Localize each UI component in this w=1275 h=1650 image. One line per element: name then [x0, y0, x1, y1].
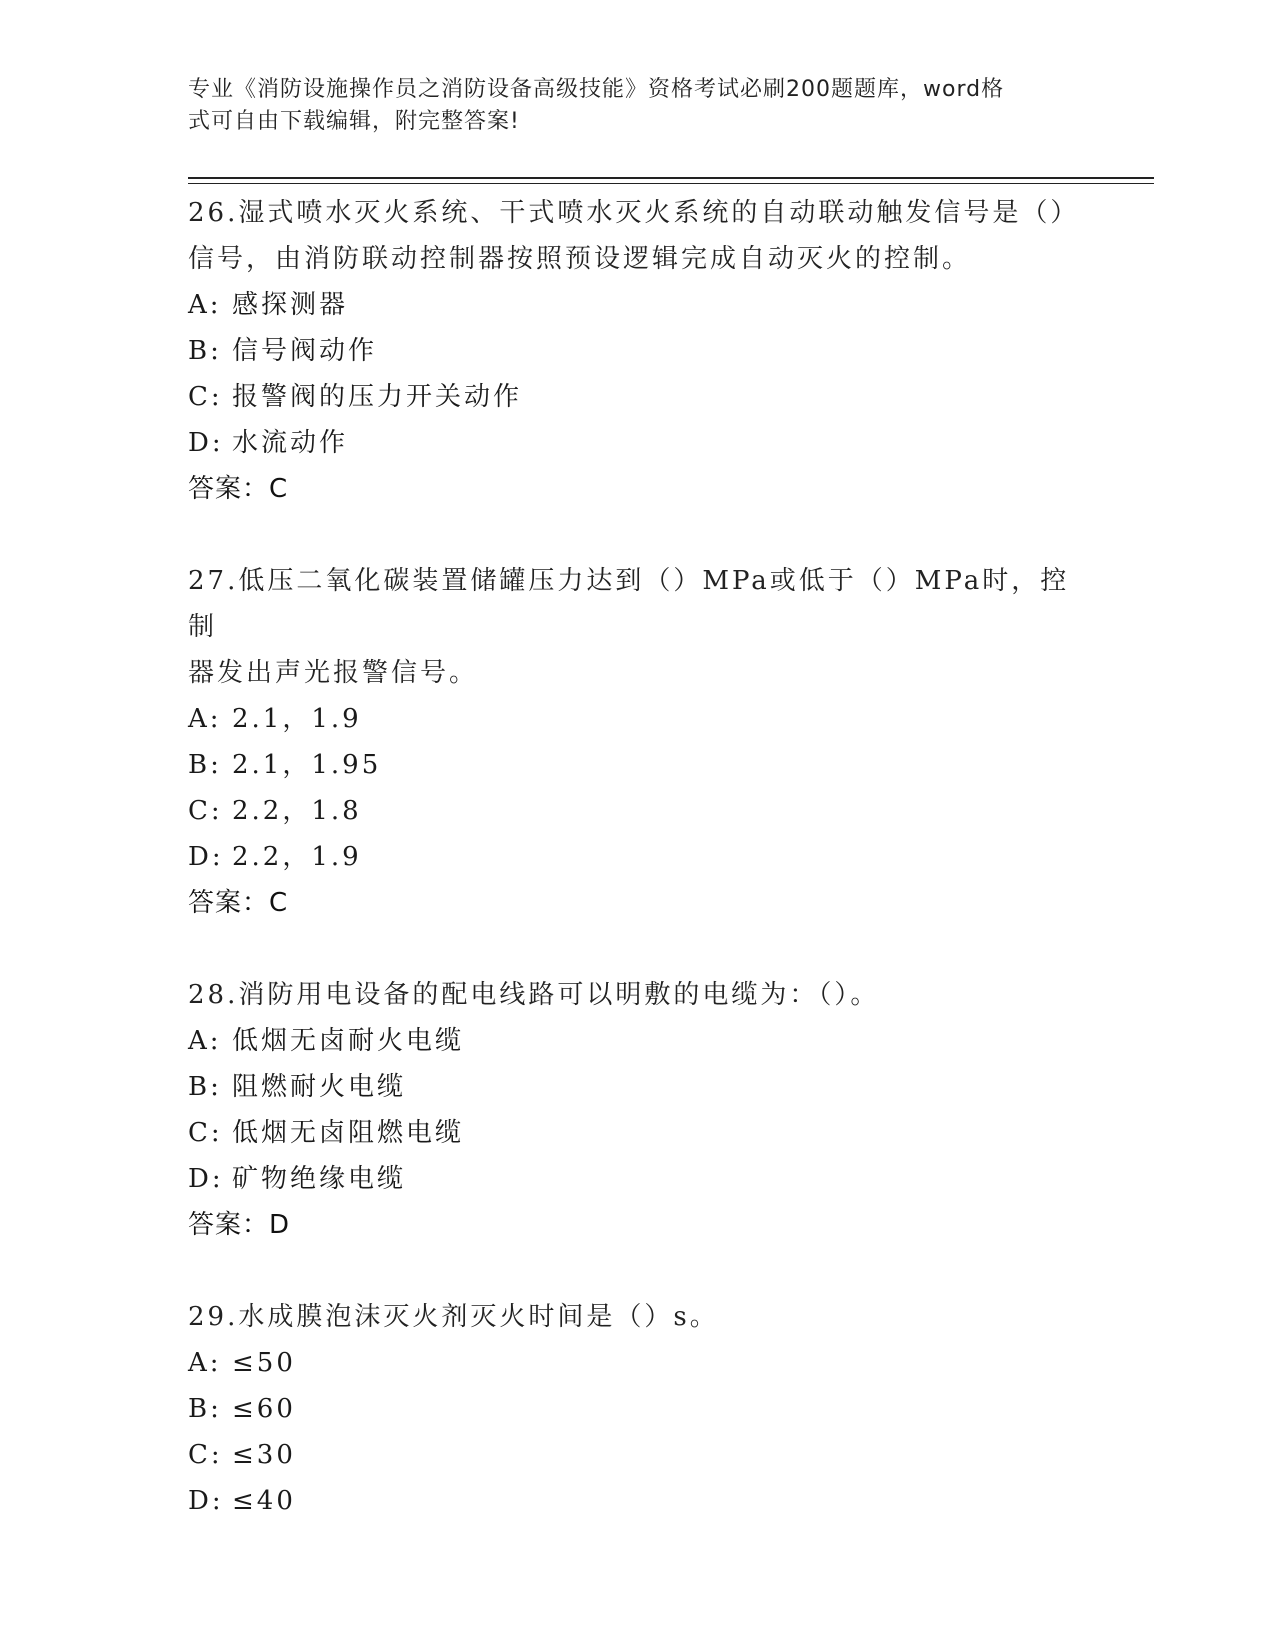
option-key: B: — [188, 1394, 222, 1424]
option-text: 感探测器 — [232, 290, 349, 320]
spacer — [188, 1248, 1088, 1294]
option-key: C: — [188, 796, 223, 826]
option-text: 信号阀动作 — [232, 336, 378, 366]
option-c — [188, 1432, 1088, 1478]
document-header — [188, 74, 1068, 138]
option-text: 矿物绝缘电缆 — [232, 1164, 407, 1194]
header-line-1: 专业《消防设施操作员之消防设备高级技能》资格考试必刷200题题库，word格 — [188, 77, 1005, 102]
option-key: D: — [188, 1164, 224, 1194]
option-a — [188, 696, 1088, 742]
option-d — [188, 1478, 1088, 1524]
option-text: 2.2，1.8 — [232, 796, 362, 826]
option-key: C: — [188, 1440, 223, 1470]
option-key: D: — [188, 842, 224, 872]
option-b — [188, 1386, 1088, 1432]
question-29 — [188, 1294, 1088, 1524]
question-stem-line: 器发出声光报警信号。 — [188, 658, 479, 688]
option-text: 报警阀的压力开关动作 — [232, 382, 523, 412]
header-divider-thick — [188, 177, 1154, 179]
option-a — [188, 282, 1088, 328]
question-stem-line: 27.低压二氧化碳装置储罐压力达到（）MPa或低于（）MPa时，控制 — [188, 566, 1070, 642]
spacer — [188, 512, 1088, 558]
option-key: B: — [188, 1072, 222, 1102]
answer-line: 答案：D — [188, 1210, 291, 1240]
option-key: A: — [188, 290, 222, 320]
option-text: 水流动作 — [232, 428, 349, 458]
option-b — [188, 328, 1088, 374]
option-key: C: — [188, 382, 223, 412]
question-stem-line: 信号，由消防联动控制器按照预设逻辑完成自动灭火的控制。 — [188, 244, 972, 274]
option-key: A: — [188, 704, 222, 734]
option-text: 2.1，1.95 — [232, 750, 382, 780]
option-b — [188, 742, 1088, 788]
question-list — [188, 190, 1088, 1524]
option-key: B: — [188, 750, 222, 780]
option-key: D: — [188, 1486, 224, 1516]
option-key: D: — [188, 428, 224, 458]
option-key: A: — [188, 1026, 222, 1056]
answer-line: 答案：C — [188, 474, 289, 504]
option-key: A: — [188, 1348, 222, 1378]
option-text: 低烟无卤阻燃电缆 — [232, 1118, 465, 1148]
option-c — [188, 788, 1088, 834]
question-26 — [188, 190, 1088, 558]
question-stem-line: 26.湿式喷水灭火系统、干式喷水灭火系统的自动联动触发信号是（） — [188, 198, 1080, 228]
option-text: ≤50 — [232, 1348, 296, 1378]
question-stem-line: 29.水成膜泡沫灭火剂灭火时间是（）s。 — [188, 1302, 719, 1332]
question-stem-line: 28.消防用电设备的配电线路可以明敷的电缆为：（）。 — [188, 980, 880, 1010]
option-d — [188, 834, 1088, 880]
option-text: ≤40 — [232, 1486, 296, 1516]
option-text: 阻燃耐火电缆 — [232, 1072, 407, 1102]
option-c — [188, 1110, 1088, 1156]
option-text: 2.1，1.9 — [232, 704, 362, 734]
option-text: 低烟无卤耐火电缆 — [232, 1026, 465, 1056]
option-a — [188, 1340, 1088, 1386]
option-d — [188, 420, 1088, 466]
spacer — [188, 926, 1088, 972]
option-d — [188, 1156, 1088, 1202]
option-c — [188, 374, 1088, 420]
header-divider-thin — [188, 183, 1154, 184]
question-27 — [188, 558, 1088, 972]
answer-line: 答案：C — [188, 888, 289, 918]
option-b — [188, 1064, 1088, 1110]
option-text: 2.2，1.9 — [232, 842, 362, 872]
header-line-2: 式可自由下载编辑，附完整答案! — [188, 109, 520, 134]
option-key: B: — [188, 336, 222, 366]
question-28 — [188, 972, 1088, 1294]
option-text: ≤30 — [232, 1440, 296, 1470]
option-key: C: — [188, 1118, 223, 1148]
option-a — [188, 1018, 1088, 1064]
option-text: ≤60 — [232, 1394, 296, 1424]
